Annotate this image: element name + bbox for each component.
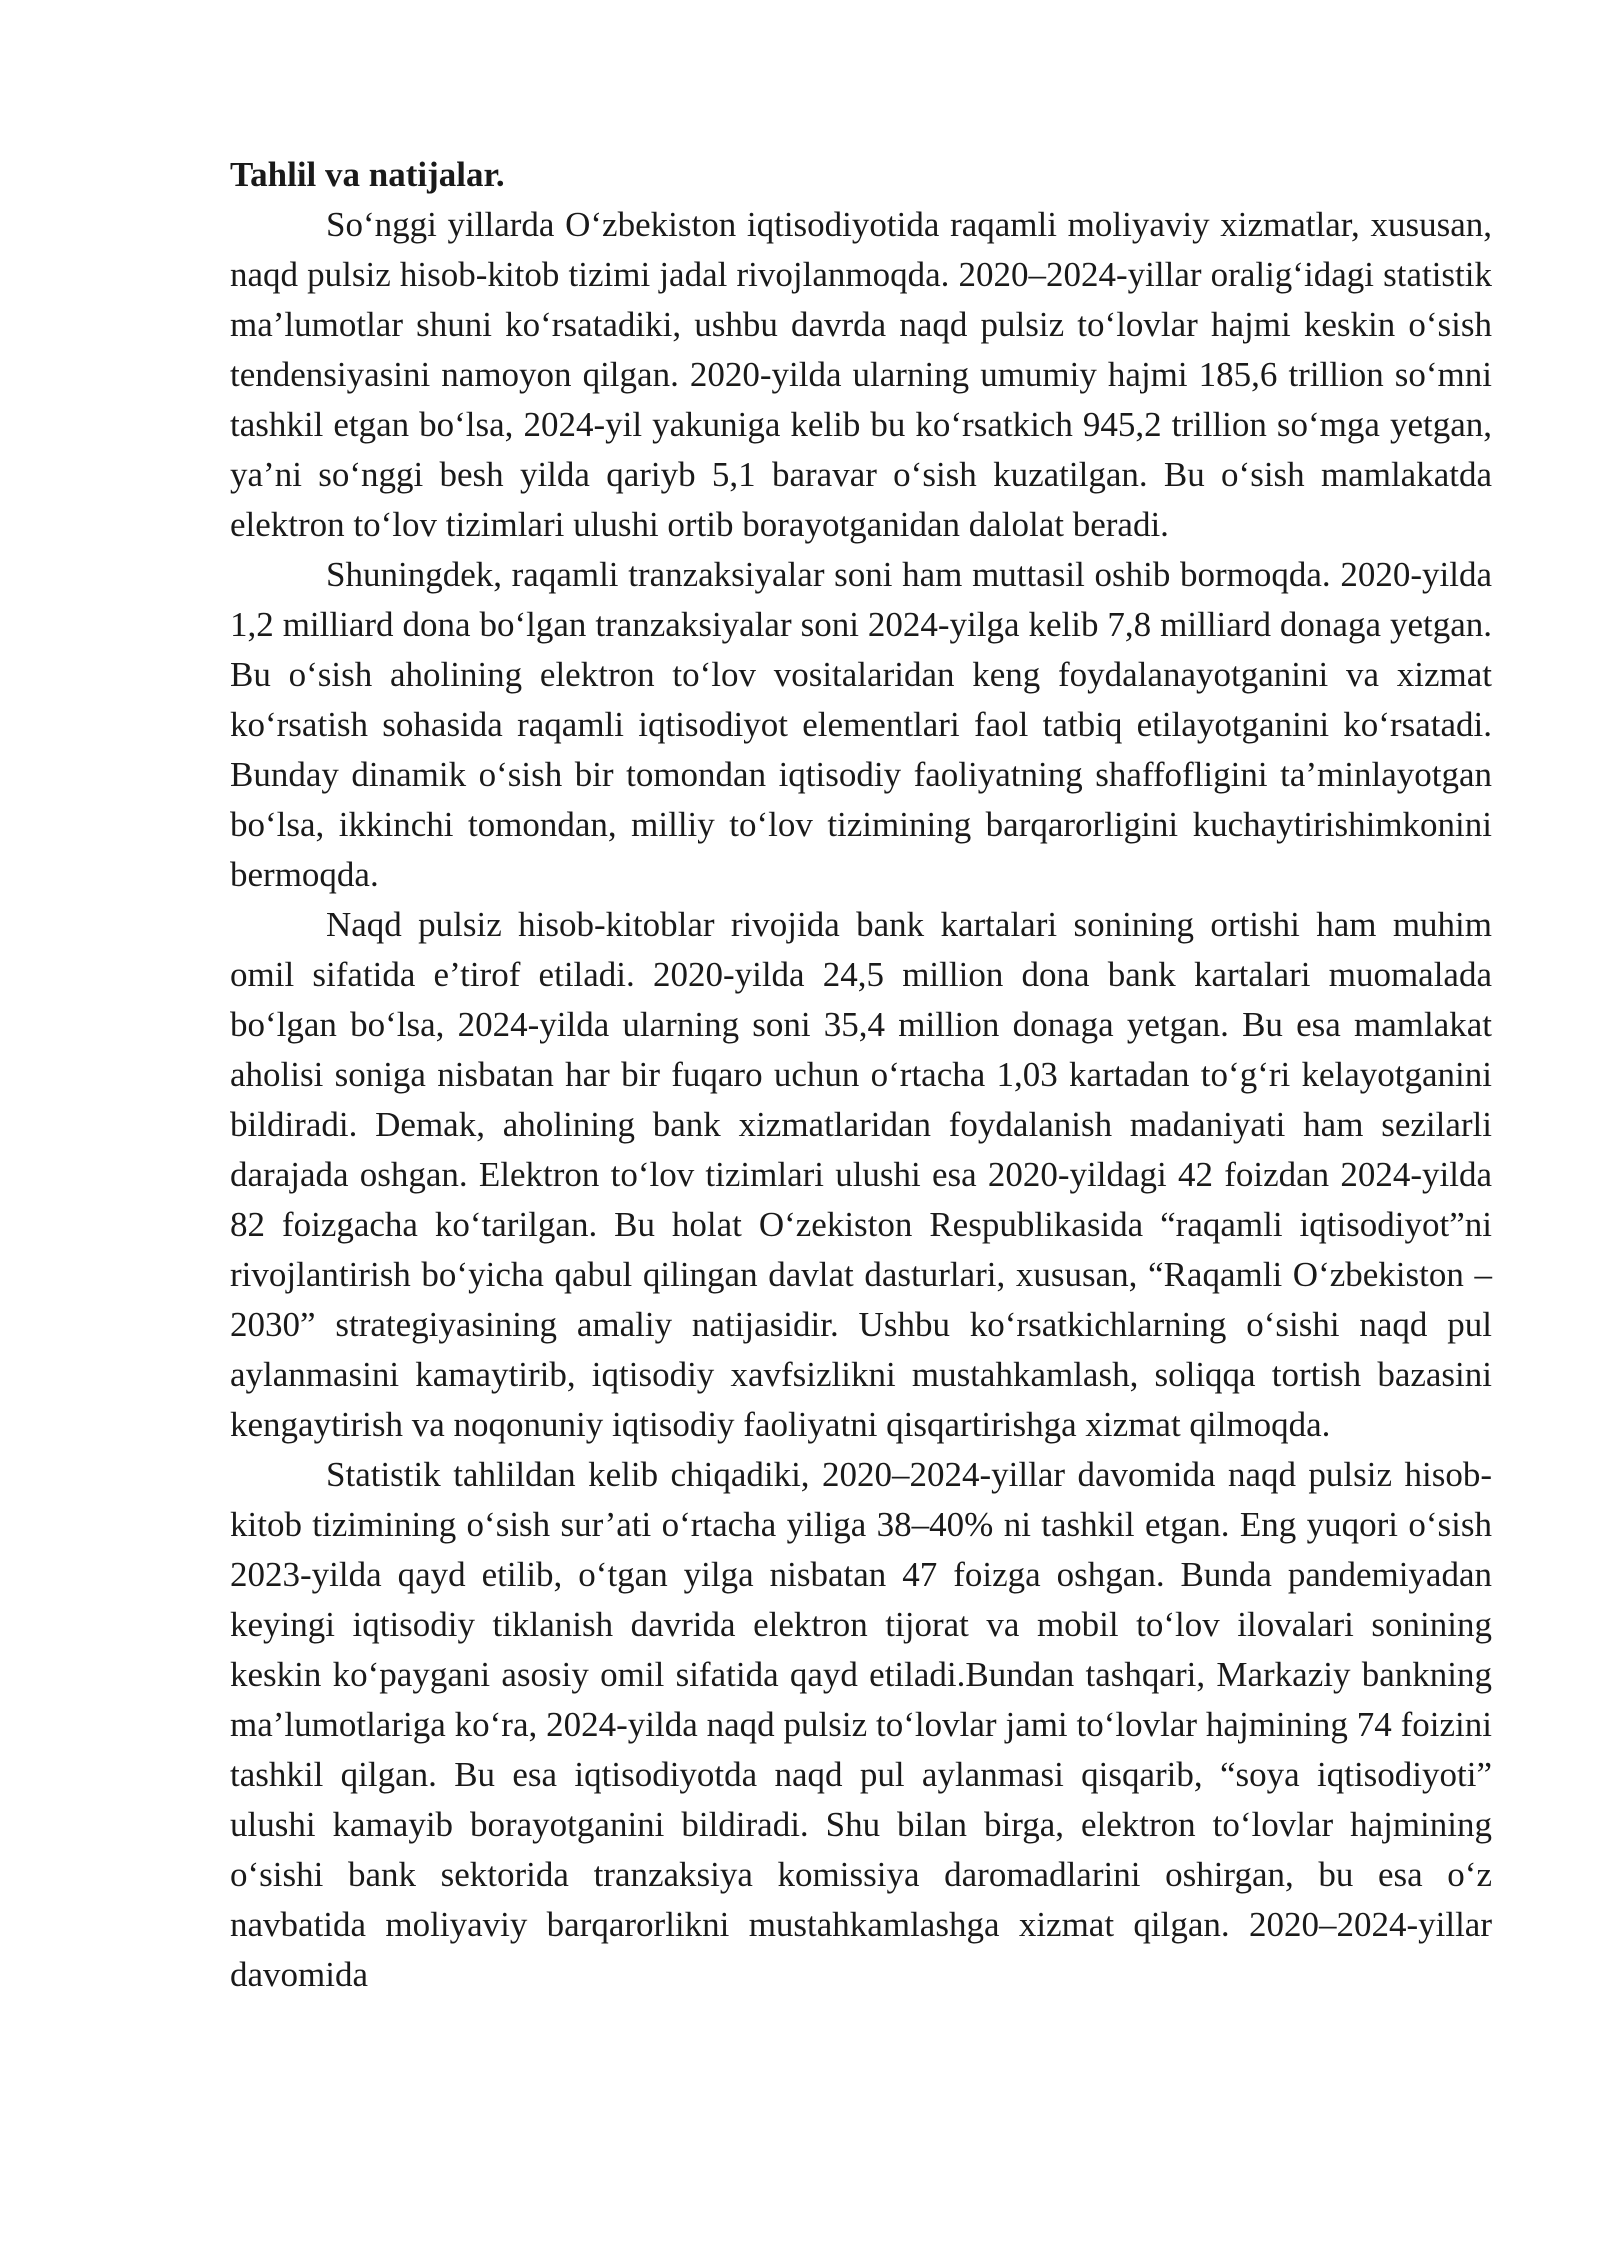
paragraph-3: Naqd pulsiz hisob-kitoblar rivojida bank kartalari sonining ortishi ham muhim omil sifatida e’tirof etiladi. 2020-yilda 24,5 million dona bank kartalari muomalada bo‘lgan bo‘lsa, 2024-yilda ularning soni 35,4 million donaga yetgan. Bu esa mamlakat aholisi soniga nisbatan har bir fuqaro uchun o‘rtacha 1,03 kartadan to‘g‘ri kelayotganini bildiradi. Demak, aholining bank xizmatlaridan foydalanish madaniyati ham sezilarli darajada oshgan. Elektron to‘lov tizimlari ulushi esa 2020-yildagi 42 foizdan 2024-yilda 82 foizgacha ko‘tarilgan. Bu holat O‘zekiston Respublikasida “raqamli iqtisodiyot”ni rivojlantirish bo‘yicha qabul qilingan davlat dasturlari, xususan, “Raqamli O‘zbekiston –2030” strategiyasining amaliy natijasidir. Ushbu ko‘rsatkichlarning o‘sishi naqd pul aylanmasini kamaytirib, iqtisodiy xavfsizlikni mustahkamlash, soliqqa tortish bazasini kengaytirish va noqonuniy iqtisodiy faoliyatni qisqartirishga xizmat qilmoqda. (230, 905, 1492, 1444)
document-page (230, 150, 1492, 2000)
paragraph-1: So‘nggi yillarda O‘zbekiston iqtisodiyotida raqamli moliyaviy xizmatlar, xususan, naqd pulsiz hisob-kitob tizimi jadal rivojlanmoqda. 2020–2024-yillar oralig‘idagi statistik ma’lumotlar shuni ko‘rsatadiki, ushbu davrda naqd pulsiz to‘lovlar hajmi keskin o‘sish tendensiyasini namoyon qilgan. 2020-yilda ularning umumiy hajmi 185,6 trillion so‘mni tashkil etgan bo‘lsa, 2024-yil yakuniga kelib bu ko‘rsatkich 945,2 trillion so‘mga yetgan, ya’ni so‘nggi besh yilda qariyb 5,1 baravar o‘sish kuzatilgan. Bu o‘sish mamlakatda elektron to‘lov tizimlari ulushi ortib borayotganidan dalolat beradi. (230, 205, 1492, 544)
paragraph-2: Shuningdek, raqamli tranzaksiyalar soni ham muttasil oshib bormoqda. 2020-yilda 1,2 milliard dona bo‘lgan tranzaksiyalar soni 2024-yilga kelib 7,8 milliard donaga yetgan. Bu o‘sish aholining elektron to‘lov vositalaridan keng foydalanayotganini va xizmat ko‘rsatish sohasida raqamli iqtisodiyot elementlari faol tatbiq etilayotganini ko‘rsatadi. Bunday dinamik o‘sish bir tomondan iqtisodiy faoliyatning shaffofligini ta’minlayotgan bo‘lsa, ikkinchi tomondan, milliy to‘lov tizimining barqarorligini kuchaytirishimkonini bermoqda. (230, 555, 1492, 894)
section-heading: Tahlil va natijalar. (230, 155, 505, 194)
paragraph-4: Statistik tahlildan kelib chiqadiki, 2020–2024-yillar davomida naqd pulsiz hisob-kitob tizimining o‘sish sur’ati o‘rtacha yiliga 38–40% ni tashkil etgan. Eng yuqori o‘sish 2023-yilda qayd etilib, o‘tgan yilga nisbatan 47 foizga oshgan. Bunda pandemiyadan keyingi iqtisodiy tiklanish davrida elektron tijorat va mobil to‘lov ilovalari sonining keskin ko‘paygani asosiy omil sifatida qayd etiladi.Bundan tashqari, Markaziy bankning ma’lumotlariga ko‘ra, 2024-yilda naqd pulsiz to‘lovlar jami to‘lovlar hajmining 74 foizini tashkil qilgan. Bu esa iqtisodiyotda naqd pul aylanmasi qisqarib, “soya iqtisodiyoti” ulushi kamayib borayotganini bildiradi. Shu bilan birga, elektron to‘lovlar hajmining o‘sishi bank sektorida tranzaksiya komissiya daromadlarini oshirgan, bu esa o‘z navbatida moliyaviy barqarorlikni mustahkamlashga xizmat qilgan. 2020–2024-yillar davomida (230, 1455, 1492, 1994)
